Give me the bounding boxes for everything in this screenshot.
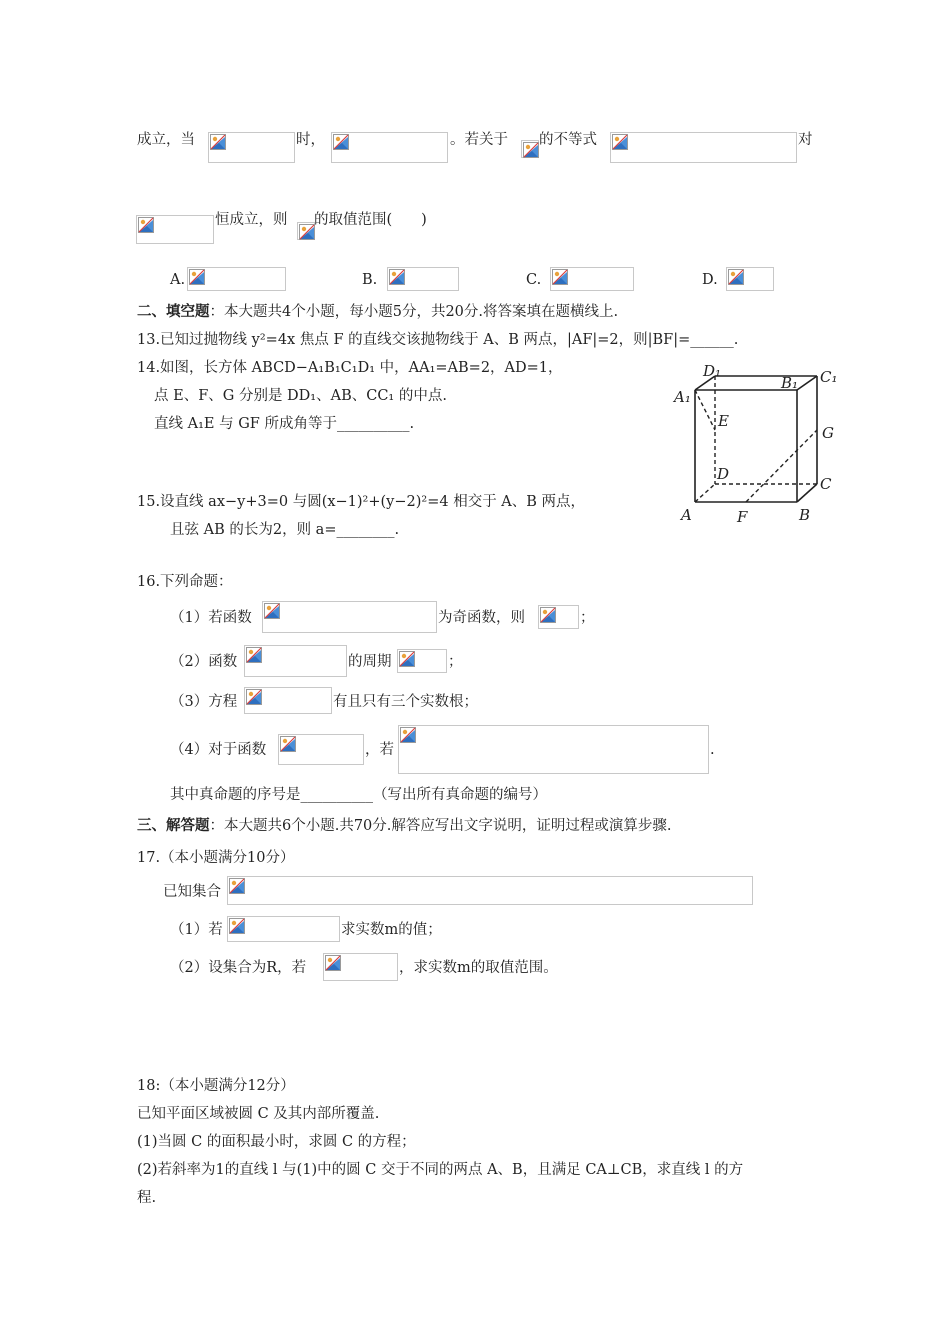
q12-text-5: 对 (798, 132, 813, 148)
q17-p1-a: （1）若 (170, 922, 223, 938)
math-image (208, 132, 295, 163)
q18-line3: (2)若斜率为1的直线 l 与(1)中的圆 C 交于不同的两点 A、B，且满足 CA⊥CB，求直线 l 的方 (137, 1162, 744, 1178)
q17-title: 17.（本小题满分10分） (137, 850, 295, 866)
option-b-image (387, 267, 459, 291)
q18-title: 18:（本小题满分12分） (137, 1078, 295, 1094)
broken-image-icon (400, 727, 416, 743)
math-image (398, 725, 709, 774)
label-a1: A₁ (674, 388, 691, 406)
math-image (244, 645, 347, 677)
broken-image-icon (264, 603, 280, 619)
math-image (331, 132, 448, 163)
q17-intro: 已知集合 (163, 884, 221, 900)
broken-image-icon (210, 134, 226, 150)
q16-answer: 其中真命题的序号是__________（写出所有真命题的编号） (170, 787, 547, 803)
broken-image-icon (325, 955, 341, 971)
broken-image-icon (523, 142, 539, 158)
broken-image-icon (138, 217, 154, 233)
broken-image-icon (189, 269, 205, 285)
label-c: C (820, 475, 832, 493)
math-image (397, 649, 447, 673)
broken-image-icon (229, 918, 245, 934)
q18-line4: 程. (137, 1190, 157, 1206)
math-image (297, 222, 315, 240)
q12-text-4: 的不等式 (539, 132, 597, 148)
option-d-image (726, 267, 774, 291)
option-c-label: C. (526, 272, 542, 288)
q16-p1-b: 为奇函数，则 (438, 610, 525, 626)
label-a: A (681, 506, 692, 524)
math-image (521, 140, 539, 158)
q16-p3-b: 有且只有三个实数根； (333, 694, 478, 710)
label-f: F (737, 508, 748, 526)
q12-text-2: 时， (296, 132, 325, 148)
q17-p2-b: ，求实数m的取值范围。 (399, 960, 558, 976)
section3-heading: 三、解答题 (137, 818, 210, 834)
math-image (227, 916, 340, 942)
q16-p2-a: （2）函数 (170, 654, 238, 670)
section2-desc: ：本大题共4个小题，每小题5分，共20分.将答案填在题横线上. (209, 304, 619, 320)
label-d1: D₁ (703, 362, 722, 380)
q18-line1: 已知平面区域被圆 C 及其内部所覆盖. (137, 1106, 380, 1122)
label-c1: C₁ (820, 368, 838, 386)
broken-image-icon (399, 651, 415, 667)
option-a-label: A. (170, 272, 186, 288)
q16-p3-a: （3）方程 (170, 694, 238, 710)
section2-heading: 二、填空题 (137, 304, 210, 320)
q12-text-7: 的取值范围( ) (314, 212, 427, 228)
q14-line3: 直线 A₁E 与 GF 所成角等于__________. (154, 416, 415, 432)
broken-image-icon (540, 607, 556, 623)
label-d: D (717, 465, 730, 483)
label-b1: B₁ (781, 374, 799, 392)
broken-image-icon (229, 878, 245, 894)
option-b-label: B. (362, 272, 378, 288)
broken-image-icon (728, 269, 744, 285)
math-image (262, 601, 437, 633)
q14-line1: 14.如图，长方体 ABCD−A₁B₁C₁D₁ 中，AA₁=AB=2，AD=1， (137, 360, 563, 376)
math-image (610, 132, 797, 163)
q15-line2: 且弦 AB 的长为2，则 a=________. (170, 522, 400, 538)
label-e: E (718, 412, 729, 430)
q18-line2: (1)当圆 C 的面积最小时，求圆 C 的方程； (137, 1134, 416, 1150)
q16-p2-c: ； (448, 654, 463, 670)
section3-desc: ：本大题共6个小题.共70分.解答应写出文字说明，证明过程或演算步骤. (209, 818, 672, 834)
math-image (136, 215, 214, 244)
q17-p2-a: （2）设集合为R，若 (170, 960, 307, 976)
q16-p4-c: . (710, 742, 715, 758)
q15-line1: 15.设直线 ax−y+3=0 与圆(x−1)²+(y−2)²=4 相交于 A、B 两点， (137, 494, 586, 510)
q16-p4-b: ，若 (365, 742, 394, 758)
broken-image-icon (280, 736, 296, 752)
broken-image-icon (246, 689, 262, 705)
q12-text-3: 。若关于 (450, 132, 508, 148)
math-image (323, 953, 398, 981)
broken-image-icon (552, 269, 568, 285)
math-image (538, 605, 579, 629)
section3-line (137, 817, 672, 835)
option-c-image (550, 267, 634, 291)
broken-image-icon (389, 269, 405, 285)
math-image (278, 734, 364, 765)
q14-line2: 点 E、F、G 分别是 DD₁、AB、CC₁ 的中点. (154, 388, 447, 404)
math-image (244, 687, 332, 714)
broken-image-icon (299, 224, 315, 240)
option-a-image (187, 267, 286, 291)
broken-image-icon (333, 134, 349, 150)
label-g: G (822, 424, 834, 442)
q13-text: 13.已知过抛物线 y²=4x 焦点 F 的直线交该抛物线于 A、B 两点，|AF|=2，则|BF|=______. (137, 332, 739, 348)
option-d-label: D. (702, 272, 718, 288)
q17-p1-b: 求实数m的值； (341, 922, 442, 938)
broken-image-icon (612, 134, 628, 150)
q16-p4-a: （4）对于函数 (170, 742, 267, 758)
q16-title: 16.下列命题： (137, 574, 233, 590)
q12-text-6: 恒成立，则 (215, 212, 288, 228)
section2-line (137, 303, 618, 321)
q16-p1-c: ； (580, 610, 595, 626)
q12-text-1: 成立，当 (137, 132, 195, 148)
label-b: B (799, 506, 811, 524)
broken-image-icon (246, 647, 262, 663)
math-image (227, 876, 753, 905)
cuboid-figure (670, 362, 845, 532)
q16-p1-a: （1）若函数 (170, 610, 252, 626)
q16-p2-b: 的周期 (348, 654, 392, 670)
